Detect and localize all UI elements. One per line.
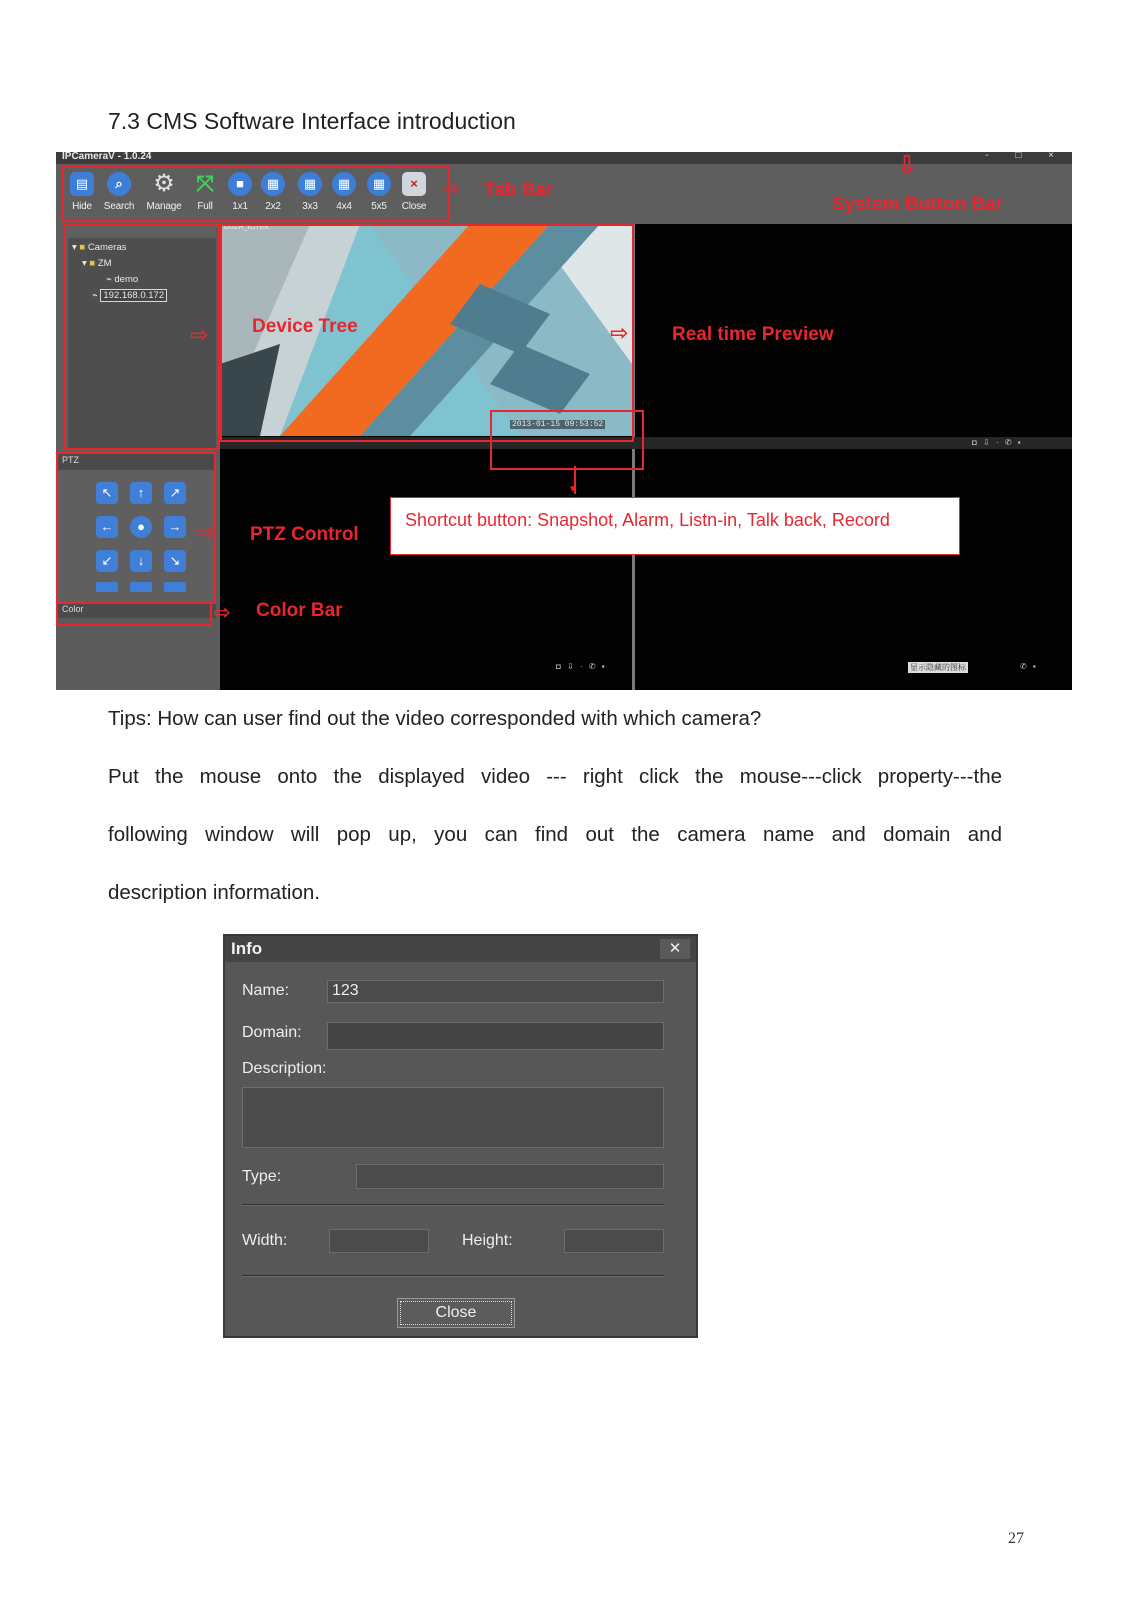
width-field[interactable] (329, 1229, 429, 1253)
description-label: Description: (242, 1060, 327, 1077)
name-field[interactable]: 123 (327, 980, 664, 1003)
domain-label: Domain: (242, 1024, 302, 1041)
ptz-down-icon[interactable]: ↓ (130, 550, 152, 572)
system-button-bar-label: System Button Bar (832, 194, 1004, 215)
grid-5x5-icon: ▦ (367, 172, 391, 196)
dialog-separator (242, 1204, 664, 1206)
toolbar-label: 4x4 (336, 201, 352, 212)
cms-titlebar (56, 152, 1072, 164)
ptz-up-right-icon[interactable]: ↗ (164, 482, 186, 504)
ptz-up-icon[interactable]: ↑ (130, 482, 152, 504)
name-label: Name: (242, 982, 290, 999)
toolbar-label: Search (103, 201, 135, 212)
shortcut-icons[interactable]: ◘ ⇩ · ✆ ▪ (972, 438, 1023, 447)
grid-4x4-icon: ▦ (332, 172, 356, 196)
arrow-down-icon: ▼ (568, 484, 578, 495)
search-icon: ⌕ (107, 172, 131, 196)
tree-group-label: ZM (97, 258, 112, 269)
tree-ip-label: 192.168.0.172 (100, 289, 167, 302)
height-label: Height: (462, 1232, 513, 1249)
toolbar-label: Manage (146, 201, 182, 212)
ptz-title: PTZ (62, 455, 79, 465)
gear-icon: ⚙ (153, 170, 175, 197)
device-tree-label: Device Tree (252, 316, 358, 337)
ptz-control-label: PTZ Control (250, 524, 359, 545)
ptz-center-icon[interactable]: ● (130, 516, 152, 538)
arrow-right-icon: ⇨ (442, 176, 461, 201)
cms-app-title: IPCameraV - 1.0.24 (62, 152, 152, 162)
type-field[interactable] (356, 1164, 664, 1189)
camera-icon: ⌁ (92, 290, 98, 301)
tree-root-label: Cameras (87, 242, 127, 253)
tree-camera-label: demo (114, 274, 139, 285)
info-dialog (223, 934, 698, 1338)
tray-text: 显示隐藏的图标 (910, 663, 966, 672)
shortcut-icons[interactable]: ◘ ⇩ · ✆ ▪ (556, 662, 607, 671)
arrow-right-icon: ⇨ (610, 320, 629, 345)
toolbar-label: 3x3 (302, 201, 318, 212)
description-field[interactable] (242, 1087, 664, 1148)
dialog-separator (242, 1275, 664, 1277)
ptz-highlight (56, 452, 216, 604)
shortcut-note-text: Shortcut button: Snapshot, Alarm, Listn-in, Talk back, Record (405, 510, 890, 530)
fullscreen-icon: ⤧ (196, 171, 214, 196)
tree-group-zm[interactable]: ▾ ■ ZM (82, 258, 112, 269)
arrow-right-icon: ⇨ (214, 602, 231, 624)
window-icon: ▤ (70, 172, 94, 196)
shortcut-icons[interactable]: ✆ ▪ (1020, 662, 1038, 671)
tree-root-cameras[interactable]: ▾ ■ Cameras (72, 242, 127, 253)
ptz-down-right-icon[interactable]: ↘ (164, 550, 186, 572)
width-label: Width: (242, 1232, 288, 1249)
toolbar-label: 2x2 (265, 201, 281, 212)
real-time-preview-label: Real time Preview (672, 324, 834, 345)
page-number: 27 (1008, 1530, 1024, 1547)
toolbar-label: 1x1 (232, 201, 248, 212)
color-bar-label: Color Bar (256, 600, 343, 621)
video-timestamp: 2013-01-15 09:53:52 (512, 420, 604, 429)
shortcut-note (390, 497, 960, 555)
grid-1x1-icon: ■ (228, 172, 252, 196)
arrow-right-icon: ⇨ (190, 322, 209, 347)
cms-screenshot (56, 152, 1072, 690)
grid-2x2-icon: ▦ (261, 172, 285, 196)
grid-3x3-icon: ▦ (298, 172, 322, 196)
dialog-titlebar[interactable] (225, 936, 696, 962)
toolbar-label: Close (401, 201, 427, 212)
video-label: DUZH_KJTEK (224, 224, 270, 231)
window-controls[interactable]: - □ × (985, 152, 1066, 161)
section-heading: 7.3 CMS Software Interface introduction (108, 108, 516, 134)
ptz-right-icon[interactable]: → (164, 516, 186, 538)
shortcut-highlight (490, 410, 644, 470)
ptz-left-icon[interactable]: ← (96, 516, 118, 538)
ptz-up-left-icon[interactable]: ↖ (96, 482, 118, 504)
type-label: Type: (242, 1168, 282, 1185)
toolbar-label: Full (197, 201, 213, 212)
tips-line-2: following window will pop up, you can find out the camera name and domain and (108, 823, 1002, 846)
arrow-down-icon: ⇩ (896, 152, 918, 180)
toolbar-label: 5x5 (371, 201, 387, 212)
color-bar-highlight (56, 602, 212, 626)
camera-icon: ⌁ (106, 274, 112, 285)
tips-line-1: Put the mouse onto the displayed video --- right click the mouse---click property---the (108, 765, 1002, 788)
arrow-right-icon: ⇨ (196, 520, 215, 545)
close-button[interactable]: Close (397, 1298, 515, 1328)
tips-line-3: description information. (108, 881, 320, 904)
dialog-title: Info (231, 939, 263, 958)
color-title: Color (62, 604, 84, 614)
tips-question: Tips: How can user find out the video corresponded with which camera? (108, 707, 762, 730)
domain-field[interactable] (327, 1022, 664, 1050)
close-icon[interactable]: ✕ (660, 939, 690, 959)
close-view-icon: × (402, 172, 426, 196)
height-field[interactable] (564, 1229, 664, 1253)
tab-bar-highlight (62, 166, 450, 222)
tab-bar-label: Tab Bar (484, 180, 554, 201)
ptz-down-left-icon[interactable]: ↙ (96, 550, 118, 572)
toolbar-label: Hide (72, 201, 92, 212)
